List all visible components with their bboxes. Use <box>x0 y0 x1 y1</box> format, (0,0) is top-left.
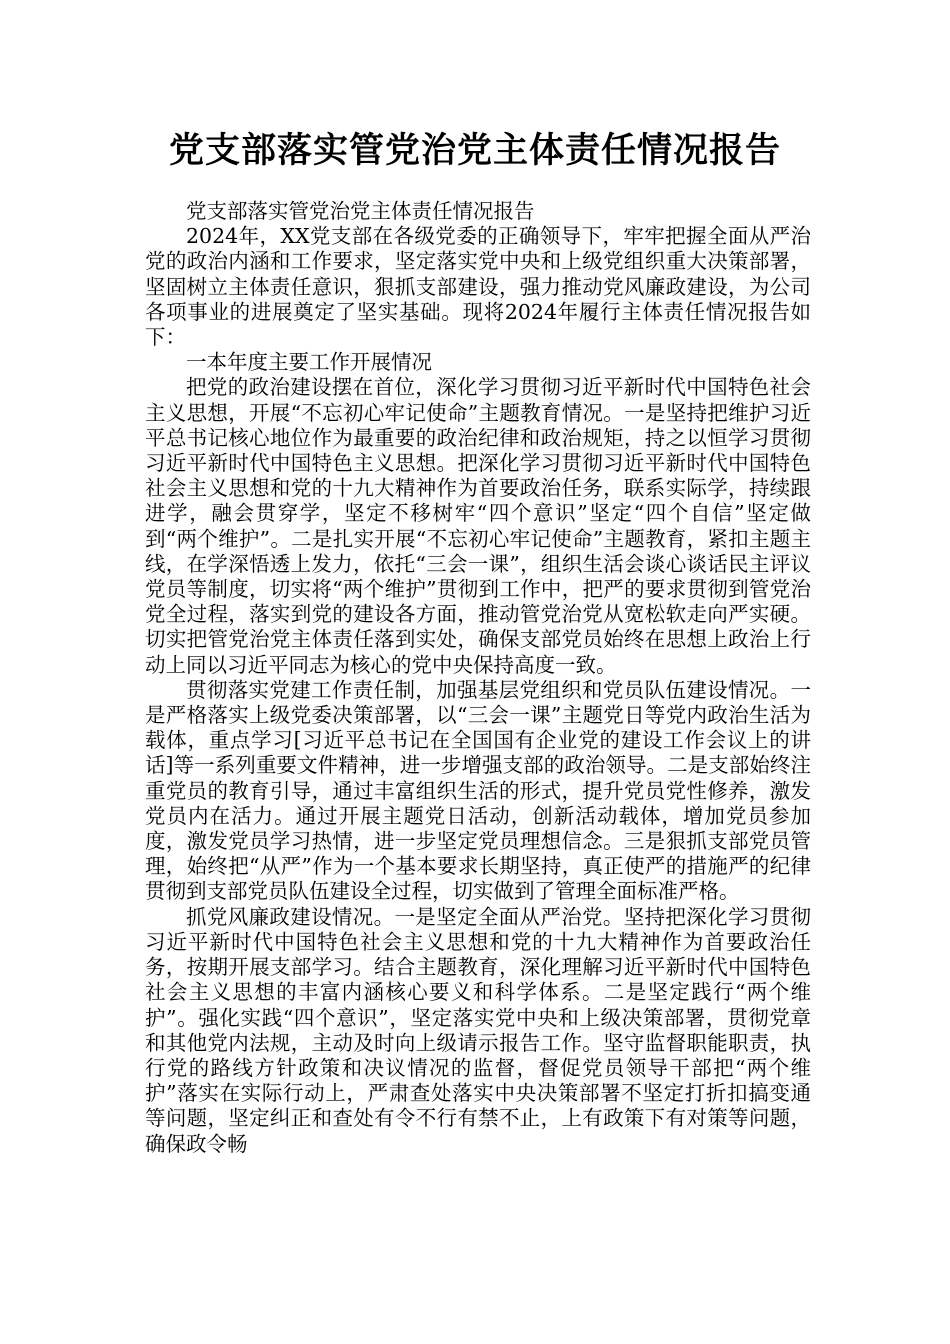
document-title: 党支部落实管党治党主体责任情况报告 <box>168 131 781 171</box>
body-paragraph-party-building: 贯彻落实党建工作责任制，加强基层党组织和党员队伍建设情况。一是严格落实上级党委决策部署，以“三会一课”主题党日等党内政治生活为载体，重点学习[习近平总书记在全国国有企业党的建设工作会议上的讲话]等一系列重要文件精神，进一步增强支部的政治领导。二是支部始终注重党员的教育引导，通过丰富组织生活的形式，提升党员党性修养，激发党员内在活力。通过开展主题党日活动，创新活动载体，增加党员参加度，激发党员学习热情，进一步坚定党员理想信念。三是狠抓支部党员管理，始终把“从严”作为一个基本要求长期坚持，真正使严的措施严的纪律贯彻到支部党员队伍建设全过程，切实做到了管理全面标准严格。 <box>145 677 811 904</box>
subtitle-paragraph: 党支部落实管党治党主体责任情况报告 <box>186 199 535 223</box>
body-paragraph-integrity: 抓党风廉政建设情况。一是坚定全面从严治党。坚持把深化学习贯彻习近平新时代中国特色社会主义思想和党的十九大精神作为首要政治任务，按期开展支部学习。结合主题教育，深化理解习近平新时代中国特色社会主义思想的丰富内涵核心要义和科学体系。二是坚定践行“两个维护”。强化实践“四个意识”，坚定落实党中央和上级决策部署，贯彻党章和其他党内法规，主动及时向上级请示报告工作。坚守监督职能职责，执行党的路线方针政策和决议情况的监督，督促党员领导干部把“两个维护”落实在实际行动上，严肃查处落实中央决策部署不坚定打折扣搞变通等问题，坚定纠正和查处有令不行有禁不止，上有政策下有对策等问题，确保政令畅 <box>145 904 811 1156</box>
document-body <box>145 199 811 1157</box>
body-paragraph-political-building: 把党的政治建设摆在首位，深化学习贯彻习近平新时代中国特色社会主义思想，开展“不忘初心牢记使命”主题教育情况。一是坚持把维护习近平总书记核心地位作为最重要的政治纪律和政治规矩，持之以恒学习贯彻习近平新时代中国特色主义思想。把深化学习贯彻习近平新时代中国特色社会主义思想和党的十九大精神作为首要政治任务，联系实际学，持续跟进学，融会贯穿学，坚定不移树牢“四个意识”坚定“四个自信”坚定做到“两个维护”。二是扎实开展“不忘初心牢记使命”主题教育，紧扣主题主线，在学深悟透上发力，依托“三会一课”，组织生活会谈心谈话民主评议党员等制度，切实将“两个维护”贯彻到工作中，把严的要求贯彻到管党治党全过程，落实到党的建设各方面，推动管党治党从宽松软走向严实硬。切实把管党治党主体责任落到实处，确保支部党员始终在思想上政治上行动上同以习近平同志为核心的党中央保持高度一致。 <box>145 375 811 677</box>
intro-paragraph: 2024年，XX党支部在各级党委的正确领导下，牢牢把握全面从严治党的政治内涵和工作要求，坚定落实党中央和上级党组织重大决策部署，坚固树立主体责任意识，狠抓支部建设，强力推动党风廉政建设，为公司各项事业的进展奠定了坚实基础。现将2024年履行主体责任情况报告如下： <box>145 224 811 350</box>
section-heading: 一本年度主要工作开展情况 <box>186 350 432 375</box>
